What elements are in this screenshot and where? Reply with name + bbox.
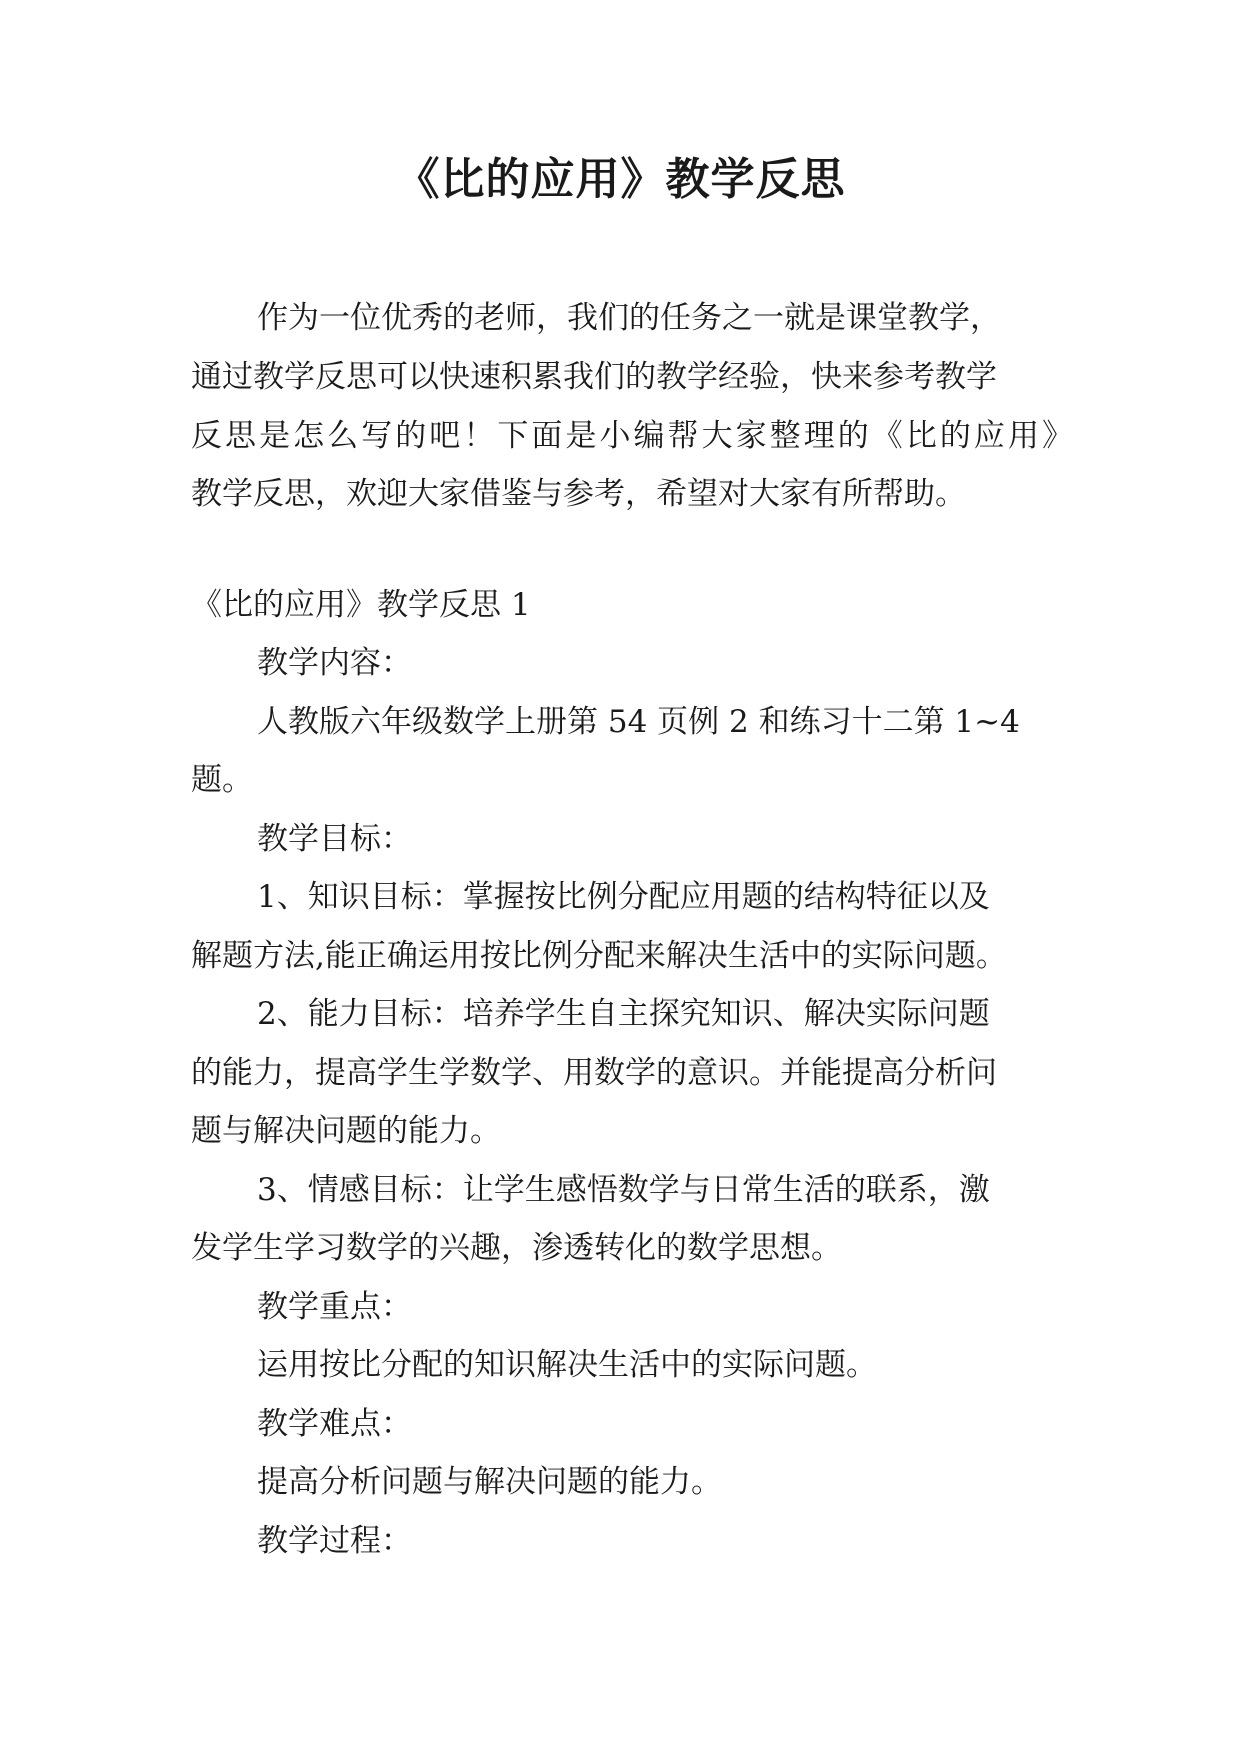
page-title: 《比的应用》教学反思 xyxy=(395,154,846,205)
body-line: 发学生学习数学的兴趣，渗透转化的数学思想。 xyxy=(191,1230,842,1266)
body-line: 题。 xyxy=(191,762,253,798)
body-line: 运用按比分配的知识解决生活中的实际问题。 xyxy=(257,1347,877,1383)
intro-line: 通过教学反思可以快速积累我们的教学经验，快来参考教学 xyxy=(191,359,997,395)
body-line: 1、知识目标：掌握按比例分配应用题的结构特征以及 xyxy=(257,879,990,915)
intro-line: 反思是怎么写的吧！下面是小编帮大家整理的《比的应用》 xyxy=(191,418,1073,454)
subheading-content: 教学内容： xyxy=(257,645,412,681)
intro-line: 作为一位优秀的老师，我们的任务之一就是课堂教学， xyxy=(257,300,1001,336)
body-line: 提高分析问题与解决问题的能力。 xyxy=(257,1464,722,1500)
body-line: 的能力，提高学生学数学、用数学的意识。并能提高分析问 xyxy=(191,1055,997,1091)
body-line: 人教版六年级数学上册第 54 页例 2 和练习十二第 1~4 xyxy=(257,704,1020,740)
intro-line: 教学反思，欢迎大家借鉴与参考，希望对大家有所帮助。 xyxy=(191,476,966,512)
body-line: 解题方法,能正确运用按比例分配来解决生活中的实际问题。 xyxy=(191,938,1007,974)
body-line: 2、能力目标：培养学生自主探究知识、解决实际问题 xyxy=(257,996,990,1032)
subheading-process: 教学过程： xyxy=(257,1523,412,1559)
subheading-objectives: 教学目标： xyxy=(257,821,412,857)
subheading-difficulties: 教学难点： xyxy=(257,1406,412,1442)
subheading-key-points: 教学重点： xyxy=(257,1289,412,1325)
section-heading: 《比的应用》教学反思 1 xyxy=(191,587,531,623)
body-line: 题与解决问题的能力。 xyxy=(191,1113,501,1149)
body-line: 3、情感目标：让学生感悟数学与日常生活的联系，激 xyxy=(257,1172,990,1208)
